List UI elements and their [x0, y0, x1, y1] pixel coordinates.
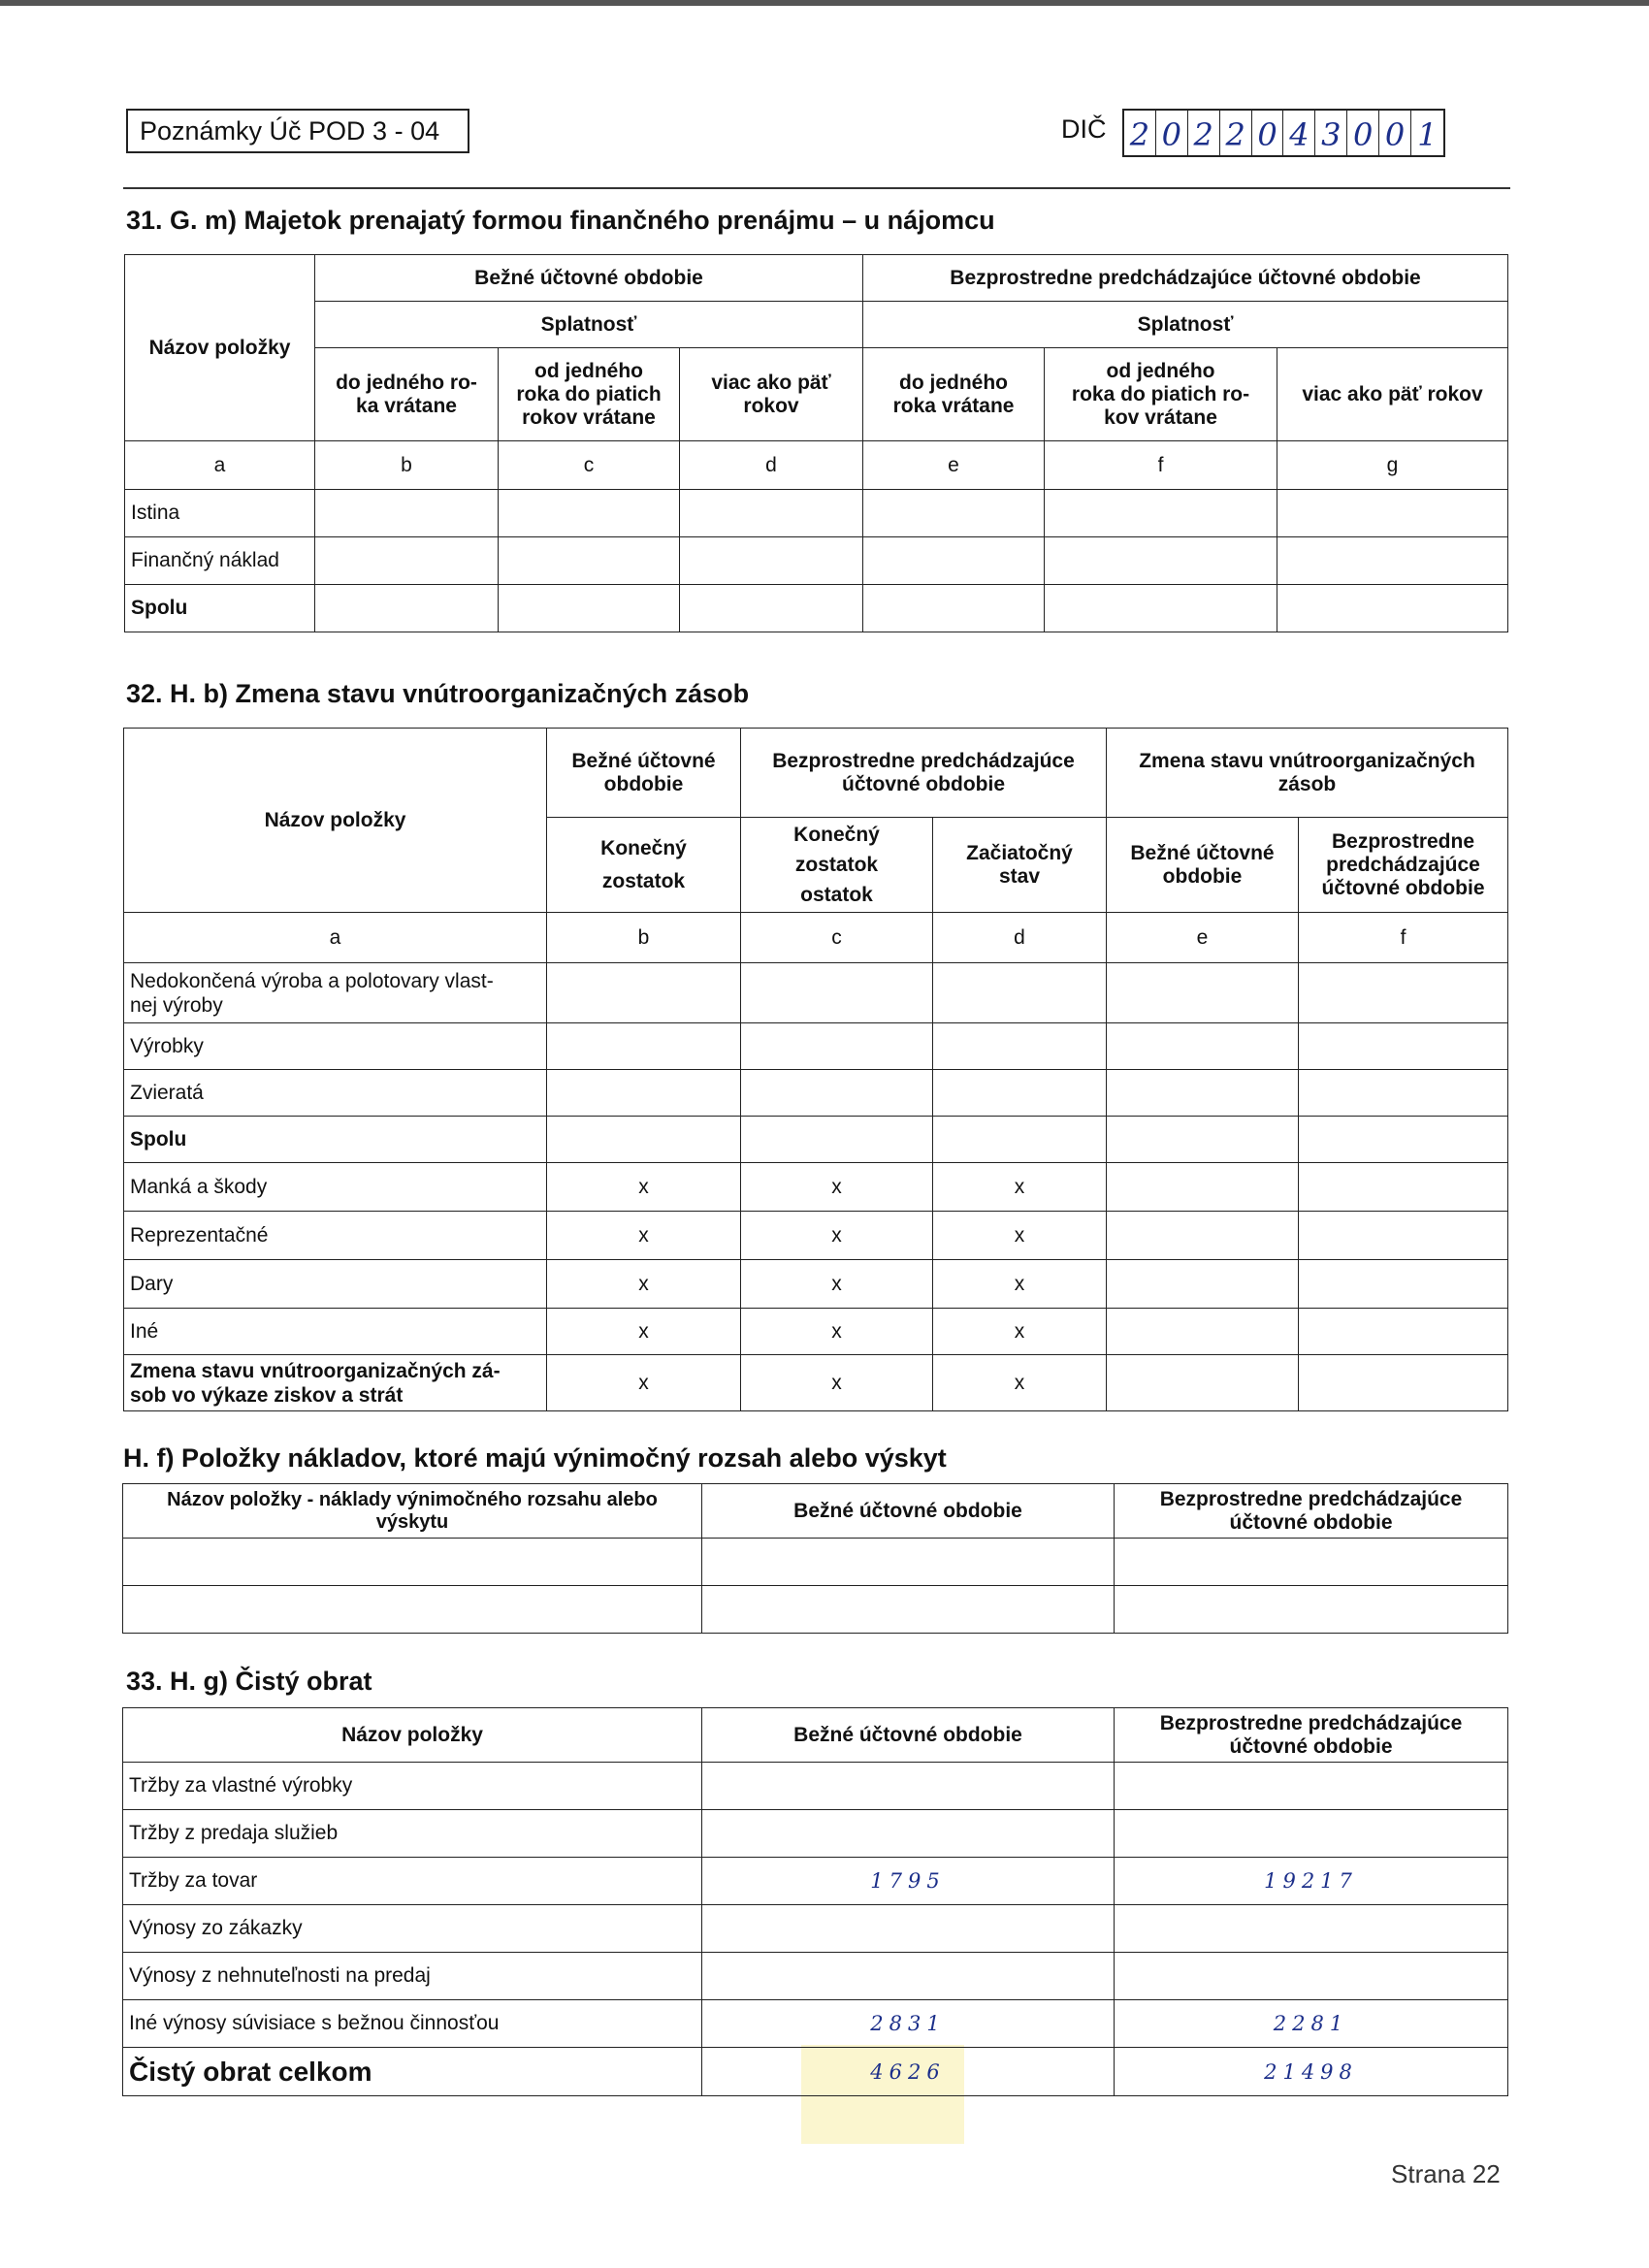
- form-label-box: [126, 109, 469, 153]
- table-row: [125, 537, 1508, 585]
- opening-state-header: Začiatočný stav: [933, 818, 1107, 913]
- table-row: [123, 1539, 1508, 1586]
- maturity-header: Splatnosť: [863, 302, 1508, 348]
- row-label: Zmena stavu vnútroorganizačných zá- sob vo výkaze ziskov a strát: [124, 1355, 547, 1411]
- value-cell: [1107, 1070, 1299, 1117]
- value-cell: [680, 585, 863, 632]
- form-label: Poznámky Úč POD 3 - 04: [140, 116, 440, 146]
- table-row: [123, 1953, 1508, 2000]
- current-period-header: Bežné účtovné obdobie: [702, 1484, 1115, 1539]
- total-label: Čistý obrat celkom: [123, 2048, 702, 2096]
- previous-period-header: Bezprostredne predchádzajúce účtovné obdobie: [741, 729, 1107, 818]
- column-letter: d: [933, 913, 1107, 963]
- column-letter: e: [863, 441, 1045, 490]
- dic-digit-boxes: [1122, 109, 1445, 157]
- col-name-header: Názov položky: [123, 1708, 702, 1763]
- x-mark: x: [933, 1163, 1107, 1212]
- column-letter: a: [125, 441, 315, 490]
- x-mark: x: [933, 1260, 1107, 1309]
- value-cell: [1299, 1260, 1508, 1309]
- x-mark: x: [741, 1355, 933, 1411]
- previous-period-header: Bezprostredne predchádzajúce účtovné obdobie: [1115, 1484, 1508, 1539]
- column-letter: c: [499, 441, 680, 490]
- row-label: Výnosy zo zákazky: [123, 1905, 702, 1953]
- total-current-value: 4626: [702, 2048, 1115, 2096]
- value-cell: [1277, 490, 1508, 537]
- column-letter: b: [547, 913, 741, 963]
- table-31: [124, 254, 1508, 632]
- x-mark: x: [547, 1260, 741, 1309]
- column-letter: b: [315, 441, 499, 490]
- previous-value: [1115, 1905, 1508, 1953]
- value-cell: [741, 1070, 933, 1117]
- table-hf: [122, 1483, 1508, 1634]
- value-cell: [547, 1070, 741, 1117]
- table-32: [123, 728, 1508, 1411]
- table-row: [124, 1260, 1508, 1309]
- current-period-header: Bežné účtovné obdobie: [702, 1708, 1115, 1763]
- value-cell: [1045, 537, 1277, 585]
- value-cell: [547, 963, 741, 1023]
- row-label: Istina: [125, 490, 315, 537]
- table-row: [124, 1163, 1508, 1212]
- previous-value: [1115, 1763, 1508, 1810]
- x-mark: x: [547, 1309, 741, 1355]
- stock-change-header: Zmena stavu vnútroorganizačných zásob: [1107, 729, 1508, 818]
- x-mark: x: [741, 1212, 933, 1260]
- row-label: Spolu: [125, 585, 315, 632]
- total-previous-value: 21498: [1115, 2048, 1508, 2096]
- table-row: [123, 1763, 1508, 1810]
- table-row: [124, 1070, 1508, 1117]
- total-row: [123, 2048, 1508, 2096]
- dic-digit: 0: [1156, 111, 1188, 155]
- value-cell: [547, 1117, 741, 1163]
- page-number: Strana 22: [1391, 2159, 1501, 2188]
- row-label: Výnosy z nehnuteľnosti na predaj: [123, 1953, 702, 2000]
- x-mark: x: [933, 1212, 1107, 1260]
- current-value: [702, 1953, 1115, 2000]
- col-name-header: Názov položky: [124, 729, 547, 913]
- row-label: Tržby za tovar: [123, 1858, 702, 1905]
- col-name-header: Názov položky - náklady výnimočného rozsahu alebo výskytu: [123, 1484, 702, 1539]
- table-row: [124, 1309, 1508, 1355]
- dic-digit: 0: [1347, 111, 1379, 155]
- value-cell: [499, 585, 680, 632]
- table-row: [124, 1117, 1508, 1163]
- section-hf-title: H. f) Položky nákladov, ktoré majú výnimočný rozsah alebo výskyt: [123, 1443, 947, 1473]
- maturity-sub-header: do jedného roka vrátane: [863, 348, 1045, 441]
- maturity-sub-header: viac ako päť rokov: [680, 348, 863, 441]
- table-33: [122, 1707, 1508, 2096]
- row-label: Finančný náklad: [125, 537, 315, 585]
- x-mark: x: [741, 1163, 933, 1212]
- previous-period-header: Bezprostredne predchádzajúce účtovné obdobie: [863, 255, 1508, 302]
- x-mark: x: [547, 1212, 741, 1260]
- value-cell: [1115, 1586, 1508, 1634]
- value-cell: [933, 1070, 1107, 1117]
- table-row: [123, 1905, 1508, 1953]
- value-cell: [1107, 1355, 1299, 1411]
- x-mark: x: [933, 1309, 1107, 1355]
- table-row: [123, 1810, 1508, 1858]
- current-value: 1795: [702, 1858, 1115, 1905]
- value-cell: [741, 1117, 933, 1163]
- x-mark: x: [547, 1163, 741, 1212]
- closing-balance-header: Konečný zostatok ostatok: [741, 818, 933, 913]
- value-cell: [315, 585, 499, 632]
- value-cell: [1299, 963, 1508, 1023]
- row-label: Spolu: [124, 1117, 547, 1163]
- value-cell: [741, 1023, 933, 1070]
- row-label: Tržby z predaja služieb: [123, 1810, 702, 1858]
- value-cell: [863, 490, 1045, 537]
- section-33-title: 33. H. g) Čistý obrat: [126, 1667, 372, 1696]
- value-cell: [1107, 1260, 1299, 1309]
- section-32-title: 32. H. b) Zmena stavu vnútroorganizačných zásob: [126, 679, 750, 708]
- dic-digit: 2: [1220, 111, 1252, 155]
- row-label: Iné výnosy súvisiace s bežnou činnosťou: [123, 2000, 702, 2048]
- table-row: [124, 1355, 1508, 1411]
- value-cell: [1115, 1539, 1508, 1586]
- table-row: [124, 963, 1508, 1023]
- column-letter: f: [1045, 441, 1277, 490]
- value-cell: [1107, 1023, 1299, 1070]
- dic-digit: 4: [1283, 111, 1315, 155]
- row-label: Nedokončená výroba a polotovary vlast- nej výroby: [124, 963, 547, 1023]
- value-cell: [1299, 1163, 1508, 1212]
- column-letter: a: [124, 913, 547, 963]
- header-divider: [123, 187, 1510, 189]
- section-31-title: 31. G. m) Majetok prenajatý formou finančného prenájmu – u nájomcu: [126, 206, 995, 235]
- row-label: Tržby za vlastné výrobky: [123, 1763, 702, 1810]
- value-cell: [933, 1117, 1107, 1163]
- column-letter: f: [1299, 913, 1508, 963]
- value-cell: [547, 1023, 741, 1070]
- table-row: [124, 1212, 1508, 1260]
- value-cell: [1107, 963, 1299, 1023]
- row-label: Reprezentačné: [124, 1212, 547, 1260]
- dic-digit: 2: [1124, 111, 1156, 155]
- table-row: [124, 1023, 1508, 1070]
- row-label: Dary: [124, 1260, 547, 1309]
- value-cell: [1045, 490, 1277, 537]
- row-label: [123, 1539, 702, 1586]
- value-cell: [1299, 1070, 1508, 1117]
- value-cell: [863, 537, 1045, 585]
- table-row: [123, 1586, 1508, 1634]
- current-period-header: Bežné účtovné obdobie: [315, 255, 863, 302]
- value-cell: [1299, 1309, 1508, 1355]
- row-label: Výrobky: [124, 1023, 547, 1070]
- value-cell: [680, 490, 863, 537]
- column-letter: e: [1107, 913, 1299, 963]
- value-cell: [1299, 1117, 1508, 1163]
- x-mark: x: [741, 1260, 933, 1309]
- closing-balance-header: Konečný zostatok: [547, 818, 741, 913]
- maturity-sub-header: viac ako päť rokov: [1277, 348, 1508, 441]
- value-cell: [933, 1023, 1107, 1070]
- value-cell: [1299, 1355, 1508, 1411]
- change-previous-header: Bezprostredne predchádzajúce účtovné obdobie: [1299, 818, 1508, 913]
- table-row: [123, 1858, 1508, 1905]
- value-cell: [863, 585, 1045, 632]
- previous-value: [1115, 1953, 1508, 2000]
- dic-digit: 2: [1188, 111, 1220, 155]
- value-cell: [1277, 585, 1508, 632]
- value-cell: [1299, 1212, 1508, 1260]
- current-value: [702, 1905, 1115, 1953]
- row-label: Zvieratá: [124, 1070, 547, 1117]
- value-cell: [1107, 1163, 1299, 1212]
- value-cell: [933, 963, 1107, 1023]
- value-cell: [1045, 585, 1277, 632]
- row-label: Iné: [124, 1309, 547, 1355]
- value-cell: [1299, 1023, 1508, 1070]
- value-cell: [1277, 537, 1508, 585]
- column-letter: d: [680, 441, 863, 490]
- value-cell: [680, 537, 863, 585]
- col-name-header: Názov položky: [125, 255, 315, 441]
- table-row: [125, 585, 1508, 632]
- dic-digit: 0: [1379, 111, 1411, 155]
- maturity-sub-header: od jedného roka do piatich ro- kov vrátane: [1045, 348, 1277, 441]
- value-cell: [499, 537, 680, 585]
- dic-label: DIČ: [1061, 114, 1107, 144]
- maturity-header: Splatnosť: [315, 302, 863, 348]
- value-cell: [741, 963, 933, 1023]
- x-mark: x: [547, 1355, 741, 1411]
- column-letter: c: [741, 913, 933, 963]
- dic-digit: 3: [1315, 111, 1347, 155]
- current-value: 2831: [702, 2000, 1115, 2048]
- maturity-sub-header: od jedného roka do piatich rokov vrátane: [499, 348, 680, 441]
- value-cell: [1107, 1309, 1299, 1355]
- dic-digit: 0: [1252, 111, 1284, 155]
- table-row: [123, 2000, 1508, 2048]
- row-label: Manká a škody: [124, 1163, 547, 1212]
- current-value: [702, 1763, 1115, 1810]
- current-value: [702, 1810, 1115, 1858]
- current-period-header: Bežné účtovné obdobie: [547, 729, 741, 818]
- previous-value: [1115, 1810, 1508, 1858]
- scan-top-edge: [0, 0, 1649, 6]
- value-cell: [702, 1539, 1115, 1586]
- value-cell: [1107, 1212, 1299, 1260]
- previous-value: 19217: [1115, 1858, 1508, 1905]
- row-label: [123, 1586, 702, 1634]
- previous-value: 2281: [1115, 2000, 1508, 2048]
- value-cell: [1107, 1117, 1299, 1163]
- x-mark: x: [741, 1309, 933, 1355]
- previous-period-header: Bezprostredne predchádzajúce účtovné obdobie: [1115, 1708, 1508, 1763]
- value-cell: [702, 1586, 1115, 1634]
- x-mark: x: [933, 1355, 1107, 1411]
- change-current-header: Bežné účtovné obdobie: [1107, 818, 1299, 913]
- value-cell: [315, 537, 499, 585]
- column-letter: g: [1277, 441, 1508, 490]
- dic-digit: 1: [1417, 116, 1438, 153]
- maturity-sub-header: do jedného ro- ka vrátane: [315, 348, 499, 441]
- table-row: [125, 490, 1508, 537]
- value-cell: [315, 490, 499, 537]
- value-cell: [499, 490, 680, 537]
